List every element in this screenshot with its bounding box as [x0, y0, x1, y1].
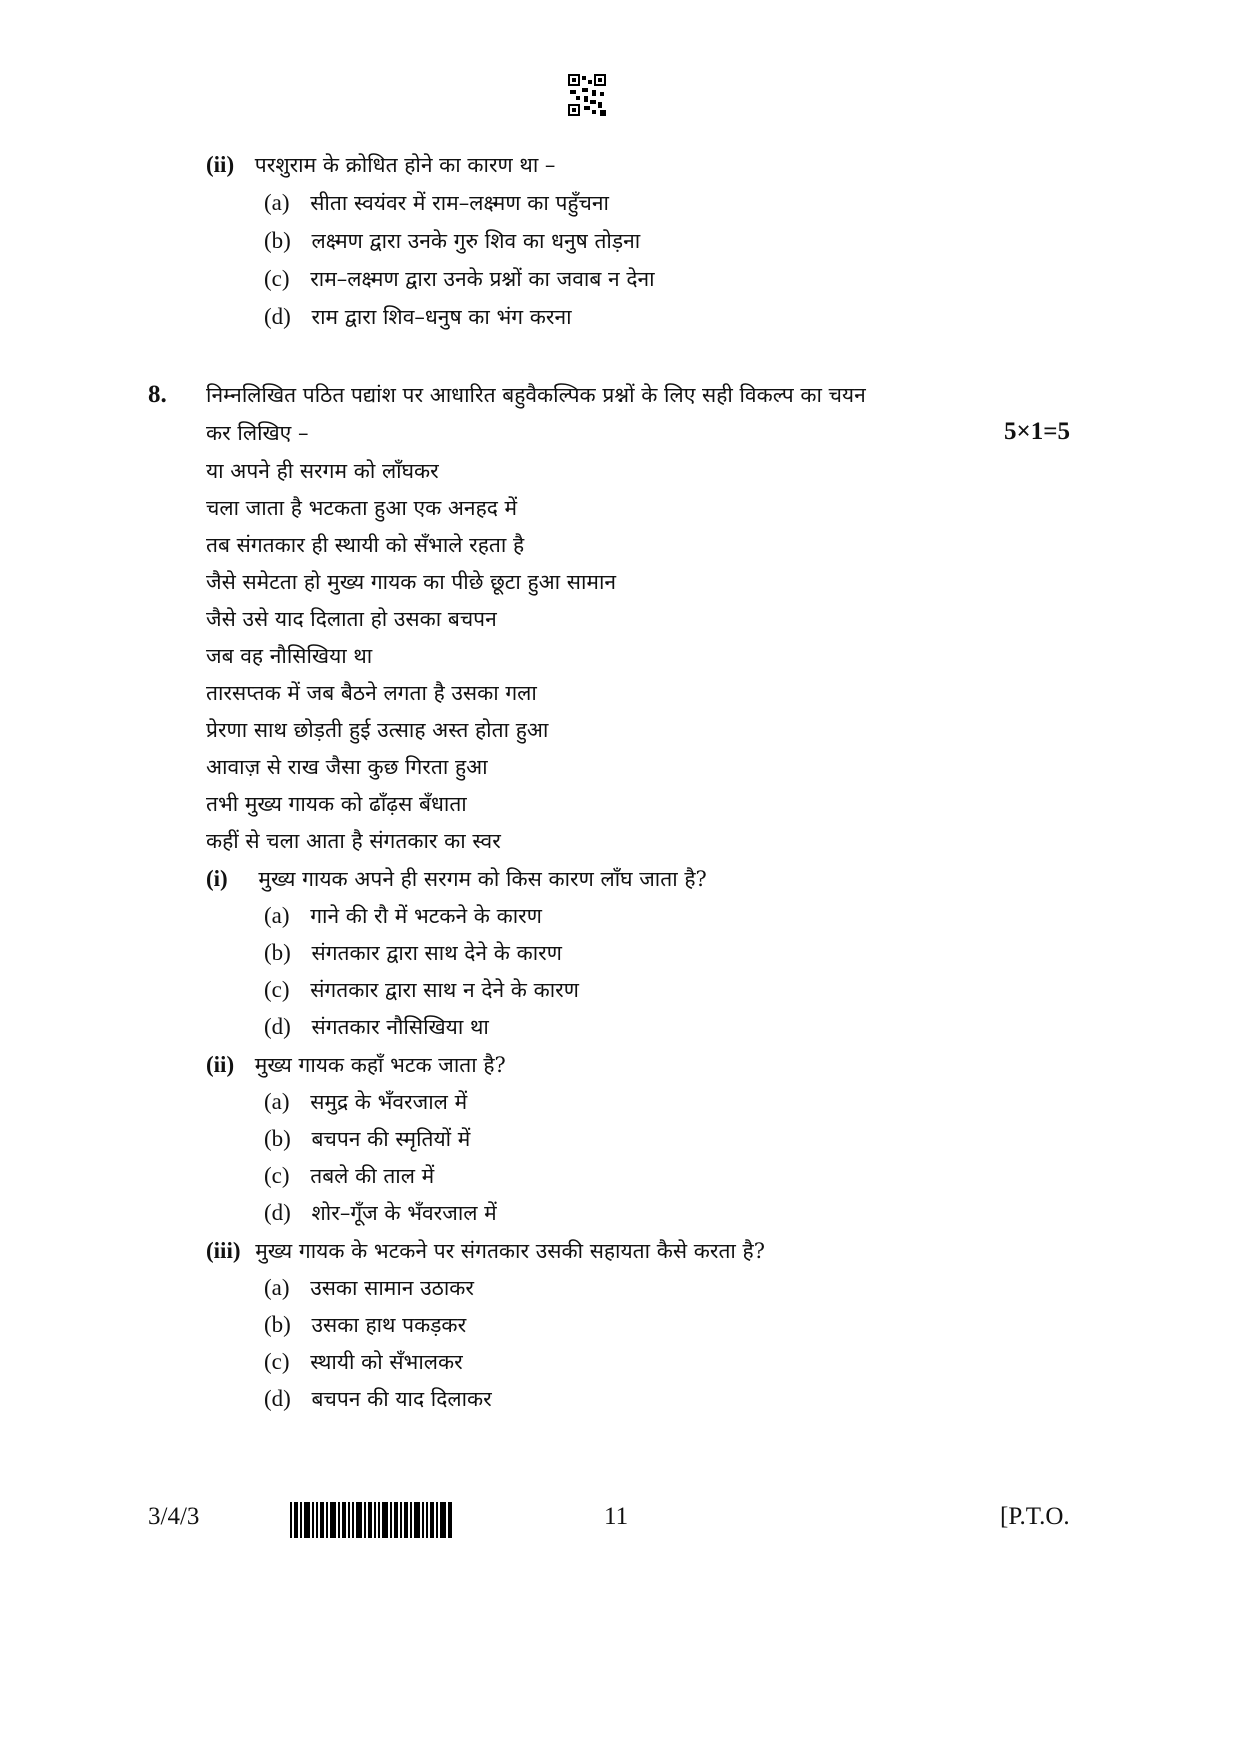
option-label: (a)	[264, 1089, 290, 1114]
option-text: तबले की ताल में	[310, 1164, 435, 1188]
page-number: 11	[604, 1503, 629, 1530]
prev-question	[206, 150, 555, 180]
option-text: समुद्र के भँवरजाल में	[310, 1090, 468, 1114]
sq2-option-b	[264, 1124, 470, 1154]
subquestion-label: (iii)	[206, 1238, 241, 1263]
poem-line: या अपने ही सरगम को लाँघकर	[206, 459, 439, 483]
sq3-option-d	[264, 1384, 492, 1414]
option-text: सीता स्वयंवर में राम–लक्ष्मण का पहुँचना	[310, 191, 609, 215]
option-label: (c)	[264, 266, 290, 291]
subquestion-3	[206, 1236, 765, 1266]
sq1-option-a	[264, 901, 542, 931]
question-instruction-line1: निम्नलिखित पठित पद्यांश पर आधारित बहुवैकल्पिक प्रश्नों के लिए सही विकल्प का चयन	[206, 383, 866, 407]
subquestion-text: मुख्य गायक कहाँ भटक जाता है?	[254, 1053, 506, 1077]
option-label: (a)	[264, 1275, 290, 1300]
option-text: संगतकार द्वारा साथ देने के कारण	[311, 941, 562, 965]
option-text: बचपन की याद दिलाकर	[311, 1387, 492, 1411]
poem-line: कहीं से चला आता है संगतकार का स्वर	[206, 829, 501, 853]
option-label: (d)	[264, 1386, 291, 1411]
option-label: (c)	[264, 977, 290, 1002]
subquestion-text: मुख्य गायक के भटकने पर संगतकार उसकी सहायता कैसे करता है?	[255, 1239, 765, 1263]
prev-option-d	[264, 302, 572, 332]
sq1-option-b	[264, 938, 562, 968]
poem-line: तारसप्तक में जब बैठने लगता है उसका गला	[206, 681, 537, 705]
option-label: (a)	[264, 903, 290, 928]
poem-line: तब संगतकार ही स्थायी को सँभाले रहता है	[206, 533, 525, 557]
option-text: शोर–गूँज के भँवरजाल में	[311, 1201, 497, 1225]
poem-line: चला जाता है भटकता हुआ एक अनहद में	[206, 496, 518, 520]
poem-line: तभी मुख्य गायक को ढाँढ़स बँधाता	[206, 792, 467, 816]
option-label: (d)	[264, 1200, 291, 1225]
option-text: संगतकार नौसिखिया था	[311, 1015, 489, 1039]
prev-option-b	[264, 226, 640, 256]
prev-question-text: परशुराम के क्रोधित होने का कारण था –	[254, 153, 556, 177]
option-text: उसका सामान उठाकर	[310, 1276, 474, 1300]
option-label: (c)	[264, 1163, 290, 1188]
poem-line: जैसे उसे याद दिलाता हो उसका बचपन	[206, 607, 497, 631]
subquestion-label: (i)	[206, 866, 228, 891]
prev-option-a	[264, 188, 609, 218]
prev-option-c	[264, 264, 655, 294]
question-number: 8.	[148, 381, 167, 408]
sq2-option-c	[264, 1161, 434, 1191]
poem-line: जब वह नौसिखिया था	[206, 644, 373, 668]
subquestion-label: (ii)	[206, 1052, 235, 1077]
option-label: (c)	[264, 1349, 290, 1374]
sq3-option-c	[264, 1347, 463, 1377]
qr-code-icon	[568, 74, 606, 116]
paper-code: 3/4/3	[148, 1503, 200, 1530]
sq3-option-a	[264, 1273, 474, 1303]
option-label: (a)	[264, 190, 290, 215]
option-text: संगतकार द्वारा साथ न देने के कारण	[310, 978, 579, 1002]
poem-line: प्रेरणा साथ छोड़ती हुई उत्साह अस्त होता हुआ	[206, 718, 549, 742]
poem-line: जैसे समेटता हो मुख्य गायक का पीछे छूटा हुआ सामान	[206, 570, 617, 594]
option-label: (d)	[264, 1014, 291, 1039]
option-text: लक्ष्मण द्वारा उनके गुरु शिव का धनुष तोड़ना	[311, 229, 641, 253]
option-text: राम–लक्ष्मण द्वारा उनके प्रश्नों का जवाब न देना	[310, 267, 655, 291]
sq2-option-a	[264, 1087, 467, 1117]
pto-label: [P.T.O.	[1000, 1503, 1070, 1530]
sq1-option-d	[264, 1012, 489, 1042]
prev-question-label: (ii)	[206, 152, 235, 177]
subquestion-text: मुख्य गायक अपने ही सरगम को किस कारण लाँघ जाता है?	[258, 867, 707, 891]
option-text: गाने की रौ में भटकने के कारण	[310, 904, 542, 928]
option-text: बचपन की स्मृतियों में	[311, 1127, 471, 1151]
option-label: (b)	[264, 1126, 291, 1151]
option-label: (b)	[264, 228, 291, 253]
sq1-option-c	[264, 975, 579, 1005]
option-label: (b)	[264, 1312, 291, 1337]
subquestion-2	[206, 1050, 506, 1080]
poem-line: आवाज़ से राख जैसा कुछ गिरता हुआ	[206, 755, 488, 779]
option-label: (b)	[264, 940, 291, 965]
barcode-icon	[290, 1502, 452, 1538]
subquestion-1	[206, 864, 707, 894]
option-text: राम द्वारा शिव–धनुष का भंग करना	[311, 305, 572, 329]
option-text: स्थायी को सँभालकर	[310, 1350, 463, 1374]
option-text: उसका हाथ पकड़कर	[311, 1313, 467, 1337]
option-label: (d)	[264, 304, 291, 329]
question-instruction-line2: कर लिखिए –	[206, 421, 309, 445]
marks-label: 5×1=5	[1004, 418, 1070, 445]
sq2-option-d	[264, 1198, 497, 1228]
sq3-option-b	[264, 1310, 466, 1340]
